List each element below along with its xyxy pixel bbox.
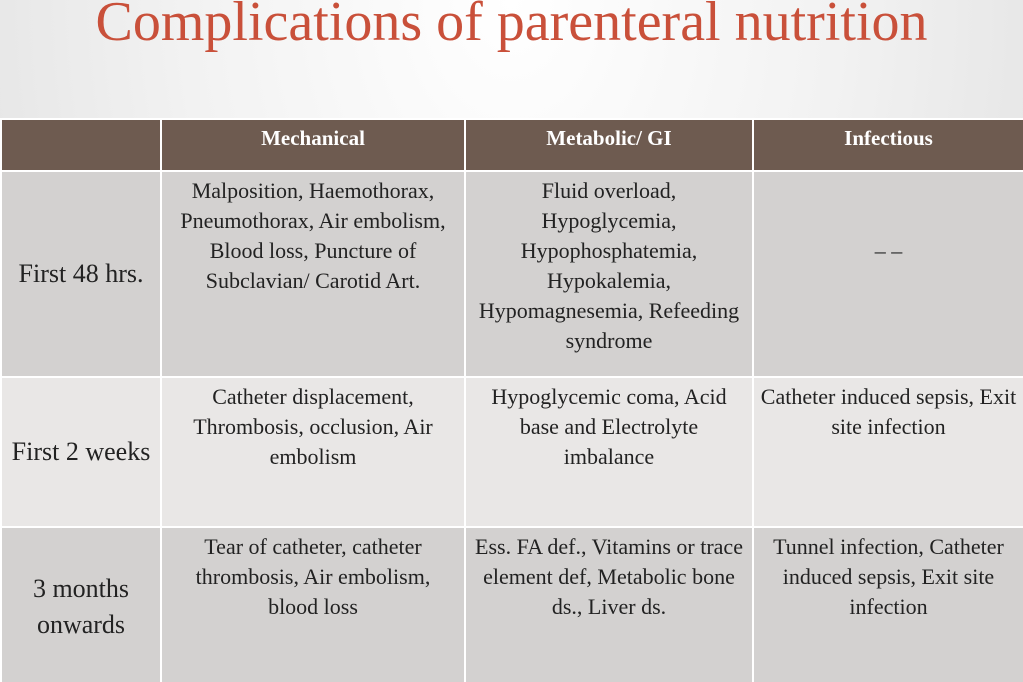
- row-label: First 48 hrs.: [1, 171, 161, 377]
- row-label: First 2 weeks: [1, 377, 161, 527]
- header-row: [1, 119, 1023, 171]
- table-row: [1, 527, 1023, 682]
- complications-table: [0, 118, 1023, 682]
- cell-infectious: Tunnel infection, Catheter induced sepsis, Exit site infection: [753, 527, 1023, 682]
- slide-title: Complications of parenteral nutrition: [95, 0, 928, 53]
- cell-mechanical: Catheter displacement, Thrombosis, occlusion, Air embolism: [161, 377, 465, 527]
- cell-infectious: Catheter induced sepsis, Exit site infection: [753, 377, 1023, 527]
- cell-metabolic: Hypoglycemic coma, Acid base and Electrolyte imbalance: [465, 377, 753, 527]
- header-mechanical: Mechanical: [161, 119, 465, 171]
- table-row: [1, 171, 1023, 377]
- header-empty-cell: [1, 119, 161, 171]
- row-label: 3 months onwards: [1, 527, 161, 682]
- cell-metabolic: Ess. FA def., Vitamins or trace element def, Metabolic bone ds., Liver ds.: [465, 527, 753, 682]
- cell-infectious: – –: [753, 171, 1023, 377]
- cell-mechanical: Tear of catheter, catheter thrombosis, Air embolism, blood loss: [161, 527, 465, 682]
- header-metabolic-gi: Metabolic/ GI: [465, 119, 753, 171]
- header-infectious: Infectious: [753, 119, 1023, 171]
- cell-mechanical: Malposition, Haemothorax, Pneumothorax, Air embolism, Blood loss, Puncture of Subclavian/ Carotid Art.: [161, 171, 465, 377]
- cell-metabolic: Fluid overload, Hypoglycemia, Hypophosphatemia, Hypokalemia, Hypomagnesemia, Refeeding syndrome: [465, 171, 753, 377]
- table-row: [1, 377, 1023, 527]
